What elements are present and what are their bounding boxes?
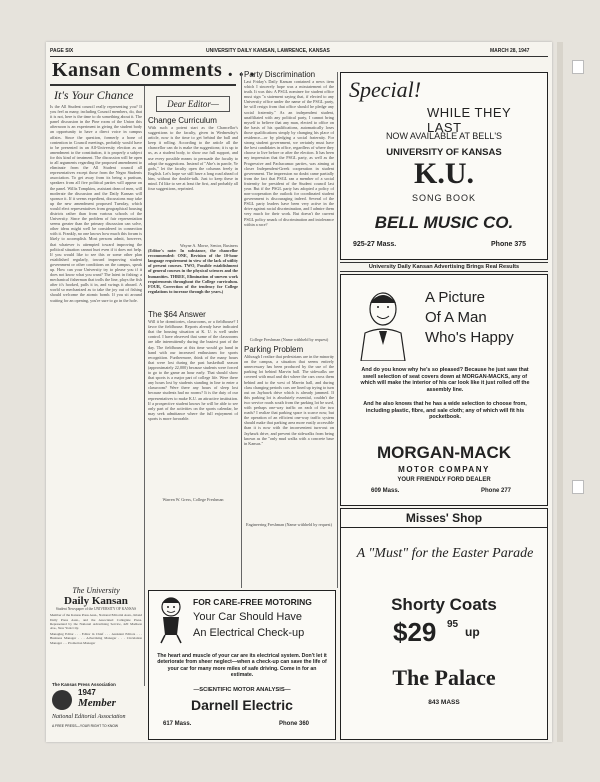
banner-title: Kansan Comments . . . (52, 59, 256, 81)
darnell-name: Darnell Electric (191, 697, 293, 713)
q-title: The $64 Answer (148, 310, 206, 320)
seal-icon (52, 690, 72, 710)
column-divider (241, 72, 242, 588)
letter-title: Change Curriculum (148, 116, 217, 125)
palace-name: The Palace (392, 665, 496, 690)
picture-line1: A Picture (425, 289, 486, 306)
badge-member: Member (78, 697, 116, 709)
letter-body: With such a potent start as the Chancellor's suggestions to the faculty, given in Wednesday's article, now is the time to get behind the ball and keep it rolling. According to the article all the chancellor can do is make the suggestions; it is up to us, as a student body, to show our full support, and use every possible means to persuade the faculty to adopt the suggestions. Instead of "Abe's in parole, Ye gods," let the faculty open the columns freely in English. Let's hope we still have a long road ahead of him, without the double-talk. Just to keep these in mind. I'd like to see at least the first, and probably all four suggestions, reprinted. (148, 125, 238, 192)
party-body: Last Friday's Daily Kansan contained a news item which I sincerely hope was a misstatement of the truth. It was this: A PSGL nominee for student office must sign "a statement saying that, if elected to any University office under the name of the PSGL party, he will resign from that office should he pledge any social fraternity." As an independent student, unaffiliated with any political party, I cannot bring myself to believe that any man, elected to office on the basis of his qualifications, automatically loses those qualifications simply by changing his place of residence—or by pledging a social fraternity. For strong student government, we certainly must have the best candidates in office, regardless of where they choose to live before or after the election. It has been my impression that the PSGL party, as well as the Progressive and Pachacamac parties, was aiming at closer Independent-Greek cooperation in student government. The impression no doubt came partially from the fact that PSGL ran a member of a social fraternity for president of the Student council last year. But if the PSGL party has adopted a policy of non-cooperation the outlook for coordinated student government is discouraging indeed. Several of the PSGL party leaders have been very active in the drive against racial discrimination, and I admire them very much for their work. But doesn't the current PSGL policy smack of discrimination and intolerance within a race? (244, 79, 334, 227)
morgan-body1: And do you know why he's so pleased? Because he just saw that swell selection of seat covers down at MORGAN-MACKS, any of which will make the interior of his car look like it just rolled off the assembly line. (360, 367, 530, 393)
parking-title: Parking Problem (244, 345, 304, 355)
morgan-addr: 609 Mass. (371, 488, 400, 494)
darnell-electric-ad (148, 590, 336, 740)
editorial-text: Is the All Student council really representing you? If you feel as many, including Council members, do, that it is not, here is the time to do something about it. The panel discussion in the Pine room of the Union this afternoon is an experiment in giving the student body an opportunity to have a direct voice in campus affairs. Since the question, formerly a bone of contention in Council meetings, probably would have to be presented in an All-University election as an amendment to the constitution, it is properly a subject for this kind of treatment. The discussion will be open to all arguments regarding the proposed amendment to eliminate from the All Student council all representatives except those from the Negro Students association. To get away from its being a partisan, speakers from all five political parties will appear on the panel. Willis Tompkins, assistant dean of men, will moderate the discussion and the Daily Kansan will sponsor it. If it seems expedient, discussions may take up the new amendment proposed Tuesday, which would elect representatives from geographical housing districts rather than from various schools of the University. Since the problem of fair representation seems greater than the primary discussion can solve, other ideas might well be considered in connection with it. Frankly, no one knows how much this forum is likely to accomplish. Most persons admit, however, that whatever is attempted toward improving the political situation cannot hurt even if it does not help. If you would like to see this or some other plan established regularly, toward improving student government or other conditions on the campus, speak up. How can your University try to please you if it does not know what you want? The latest in fishing: a mechanical fisherman that trolls the line, plays the fish after it's hooked, pulls it in, and swings it aboard. A world so mechanized as to take the joy out of fishing should welcome the atomic bomb. If you sit around waiting for an opening, you're sure to go in the hole. (50, 104, 142, 303)
q-sign: Warren W. Gress, College Freshman (162, 497, 224, 503)
ku-letters: K.U. (414, 157, 474, 190)
morgan-name: MORGAN-MACK (376, 443, 512, 462)
darnell-addr: 617 Mass. (163, 721, 192, 727)
letter-sign: Wayne A. Morse, Senior, Business (180, 243, 238, 248)
header-rule (50, 56, 548, 57)
dear-editor-box: Dear Editor— (156, 96, 230, 112)
price-cents: 95 (447, 619, 459, 630)
bell-music-name: BELL MUSIC CO. (374, 213, 514, 232)
party-column (244, 70, 334, 527)
happy-man-icon (355, 285, 411, 361)
badge-top: The Kansas Press Association (52, 682, 116, 687)
editor-note: (Editor's note: In substance, the chancellor recommended: ONE, Revision of the 10-hour language requirement in view of the lack of utility of present courses. TWO, Possible establishment of general courses in the physical sciences and the humanities. THREE, Elimination of uneven work requirements throughout the College curriculum. FOUR, Correction of the tendency for College regulations to increase through the years.) (148, 248, 238, 294)
misses-title: Misses' Shop (405, 511, 483, 525)
bell-music-ad (340, 72, 548, 260)
issue-date: MARCH 28, 1947 (490, 48, 530, 54)
masthead-sub: Student Newspaper of the UNIVERSITY OF KANSAS (55, 607, 137, 611)
parking-body: Although I realize that pedestrians are in the minority on the campus, a situation that seems entirely unnecessary has been produced by the use of the parking lot behind Marvin hall. The sidewalks are covered with mud and dirt where the cars cross them behind and to the west of Marvin hall, and during class changing periods cars are lined up trying to turn out on Jayhawk drive which is already jammed. If this parking lot is absolutely essential, couldn't the two service roads south from the parking lot be used, with perhaps one-way traffic on each of the two roads? I realize that parking space is scarce now, but the operation of an efficient one-way traffic system should make that parking area more easily accessible than it is now with the inconvenient turn-out on Jayhawk drive, and prevent the sidewalks from being known as the "only mud walks with a concrete base in Kansas." (244, 354, 334, 446)
bell-addr: 925-27 Mass. (353, 241, 397, 248)
binding-hole (572, 60, 584, 74)
price-up: up (465, 625, 480, 639)
advertising-strip: University Daily Kansan Advertising Brings Real Results (340, 262, 548, 272)
easter-must: A "Must" for the Easter Parade (356, 546, 534, 561)
editorial-title: It's Your Chance (54, 88, 134, 102)
price-dollars: $29 (393, 617, 437, 647)
editorial-body (50, 104, 142, 574)
palace-addr: 843 MASS (428, 699, 460, 706)
paper-name: UNIVERSITY DAILY KANSAN, LAWRENCE, KANSAS (206, 48, 330, 54)
morgan-phone: Phone 277 (481, 488, 512, 494)
morgan-body2: And he also knows that he has a wide selection to choose from, including plastic, fibre, and sale cloth; any of which will fit his pocketbook. (363, 401, 527, 421)
parking-sign: Engineering Freshman (Name withheld by request) (246, 522, 332, 528)
newspaper-page (46, 42, 552, 742)
badge-year: 1947 (78, 688, 96, 697)
darnell-line2: Your Car Should Have (193, 611, 303, 623)
univ-kansas: UNIVERSITY OF KANSAS (386, 147, 502, 158)
motor-company: MOTOR COMPANY (398, 465, 490, 474)
masthead (50, 586, 142, 670)
binding-hole (572, 480, 584, 494)
song-book: SONG BOOK (411, 193, 476, 203)
masthead-staff: Managing Editor . . . Editor in Chief . . . Assistant Editors . . . Business Manager . . . Advertising Manager . . . Circulation Manager . . . Promotion Manager (50, 632, 142, 645)
badge-slogan: A FREE PRESS—YOUR RIGHT TO KNOW (52, 724, 119, 728)
morgan-mack-ad (340, 274, 548, 506)
masthead-body: Member of the Kansas Press Assn., National Editorial Assn., Inland Daily Press Assn., and the Associated Collegiate Press. Represented by the National Advertising Service, 420 Madison Ave., New York City. (50, 613, 142, 630)
column-divider (144, 86, 145, 686)
darnell-phone: Phone 360 (279, 721, 310, 727)
column-divider (337, 72, 338, 588)
shorty-coats: Shorty Coats (391, 595, 497, 614)
picture-line3: Who's Happy (425, 329, 514, 346)
scientific-analysis: —SCIENTIFIC MOTOR ANALYSIS— (193, 687, 291, 693)
ford-dealer: YOUR FRIENDLY FORD DEALER (397, 477, 491, 483)
picture-line2: Of A Man (425, 309, 487, 326)
party-title: Party Discrimination (244, 70, 316, 79)
masthead-name: Daily Kansan (64, 595, 128, 607)
letters-column (148, 86, 238, 502)
darnell-body: The heart and muscle of your car are its electrical system. Don't let it deteriorate from sheer neglect—when a check-up can save the life of your car for many more miles of safe driving. Come in for an estimate. (157, 653, 327, 679)
mechanic-cartoon-icon (155, 595, 187, 645)
page-edge (557, 42, 563, 742)
badge-assoc: National Editorial Association (52, 714, 126, 720)
q-body: Will it be dormitories, classrooms, or a fieldhouse? I favor the fieldhouse. Reports already have indicated that the housing situation at K. U. is well under control. I have observed that some of the classrooms are idle intermittently during the busiest part of the day. The fieldhouse at this time would go hand in hand with our increased enthusiasm for sports recognition. Furthermore, think of the many hours that were lost during the past basketball season (approximately 22,000) because students were forced to go to the game an hour early. That should show that sports is a major part of college life. Were there any hours lost by students standing in line to enter a classroom? Were there any hours of sleep lost because students had no rooms? It is the duty of our representatives to make K.U. an attractive institution. If a prospective student knows he will be able to see only part of the activities on the sports calendar, he may seek admittance where the full enjoyment of sports is more favorable. (148, 319, 238, 421)
while-they-last: WHILE THEY LAST (427, 105, 511, 135)
page-number: PAGE SIX (50, 48, 74, 54)
darnell-line3: An Electrical Check-up (193, 627, 305, 639)
now-available: NOW AVAILABLE AT BELL'S (385, 131, 503, 141)
press-badge (52, 682, 142, 738)
palace-ad (340, 508, 548, 740)
party-sign: College Freshman (Name withheld by request) (249, 337, 329, 342)
masthead-the: The University (72, 586, 120, 595)
darnell-line1: FOR CARE-FREE MOTORING (193, 597, 312, 607)
special-heading: Special! (349, 77, 422, 102)
bell-phone: Phone 375 (491, 241, 527, 248)
